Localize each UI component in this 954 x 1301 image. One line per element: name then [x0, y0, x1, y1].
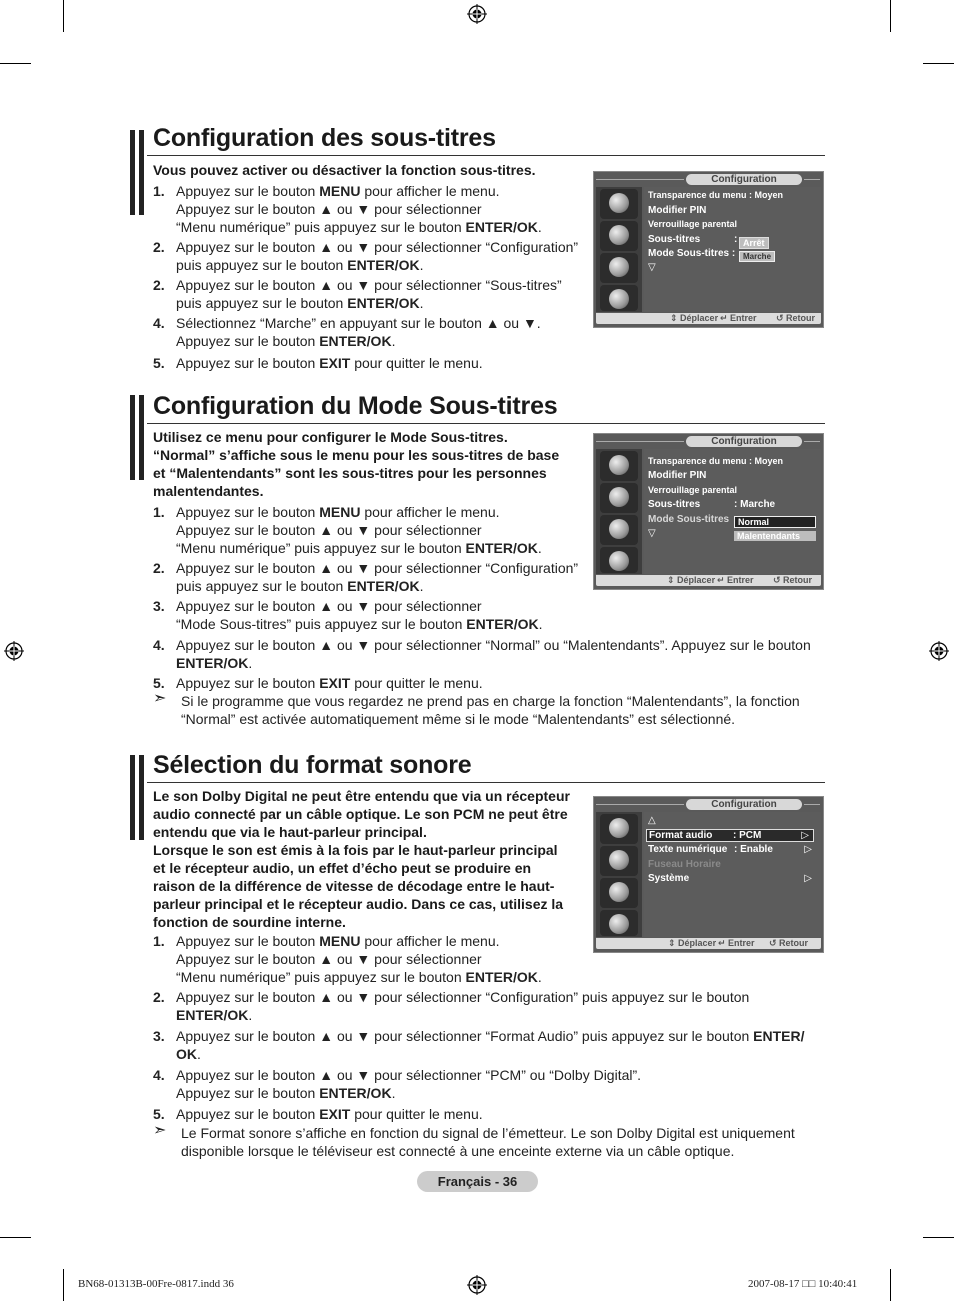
step-number: 5.: [153, 1106, 165, 1122]
osd-tab-title: Configuration: [686, 174, 802, 185]
crop-mark: [923, 1237, 954, 1238]
picture-menu-icon: [600, 451, 638, 481]
sound-menu-icon: [600, 846, 638, 876]
registration-mark-icon: [929, 641, 949, 661]
osd-configuration-subtitles: [593, 171, 824, 328]
osd-configuration-subtitle-mode: [593, 433, 824, 590]
section-rule: [147, 155, 825, 156]
step-number: 2.: [153, 560, 165, 576]
osd-row-digital-text[interactable]: Texte numérique : Enable ▷: [648, 844, 812, 855]
note-arrow-icon: ➣: [153, 690, 167, 707]
crop-mark: [63, 0, 64, 32]
step-text: Appuyez sur le bouton EXIT pour quitter le menu.: [176, 1106, 483, 1122]
chevron-right-icon: ▷: [804, 844, 812, 855]
chevron-right-icon: ▷: [804, 873, 812, 884]
osd-sidebar: [596, 812, 642, 937]
section-title: Configuration des sous-titres: [153, 124, 496, 152]
osd-back-hint: ↺ Retour: [776, 313, 816, 323]
step-number: 3.: [153, 598, 165, 614]
osd-footer: [596, 575, 821, 586]
section-rule: [147, 423, 825, 424]
setup-menu-icon: [600, 515, 638, 545]
osd-footer: [596, 938, 821, 949]
osd-menu-area: [644, 187, 821, 312]
osd-row-pin[interactable]: Modifier PIN: [648, 205, 707, 216]
step-number: 5.: [153, 675, 165, 691]
osd-enter-hint: ↵ Entrer: [718, 938, 755, 948]
step-text: Appuyez sur le bouton EXIT pour quitter le menu.: [176, 355, 483, 371]
osd-row-pin[interactable]: Modifier PIN: [648, 470, 707, 481]
osd-back-hint: ↺ Retour: [773, 575, 813, 585]
registration-mark-icon: [467, 1275, 487, 1295]
osd-option-off[interactable]: Arrêt: [739, 237, 769, 249]
crop-mark: [63, 1269, 64, 1301]
step-text: Appuyez sur le bouton MENU pour afficher le menu. Appuyez sur le bouton ▲ ou ▼ pour sélectionner “Menu numérique” puis appuyez sur le bouton ENTER/OK.: [176, 504, 542, 556]
slug-filename: BN68-01313B-00Fre-0817.indd 36: [78, 1278, 234, 1290]
chevron-right-icon: ▷: [801, 830, 809, 841]
section-marker-bar: [130, 755, 144, 840]
step-number: 2.: [153, 989, 165, 1005]
osd-option-on[interactable]: Marche: [739, 251, 775, 262]
osd-row-system[interactable]: Système ▷: [648, 873, 812, 884]
picture-menu-icon: [600, 814, 638, 844]
osd-row-parental[interactable]: Verrouillage parental: [648, 219, 738, 229]
step-text: Appuyez sur le bouton EXIT pour quitter le menu.: [176, 675, 483, 691]
step-text: Appuyez sur le bouton ▲ ou ▼ pour sélectionner “PCM” ou “Dolby Digital”. Appuyez sur le bouton ENTER/OK.: [176, 1067, 642, 1101]
input-menu-icon: [600, 910, 638, 936]
crop-mark: [890, 0, 891, 32]
step-number: 1.: [153, 504, 165, 520]
step-text: Appuyez sur le bouton ▲ ou ▼ pour sélectionner “Configuration” puis appuyez sur le bouton ENTER/OK.: [176, 239, 579, 273]
step-text: Appuyez sur le bouton ▲ ou ▼ pour sélectionner “Configuration” puis appuyez sur le bouton ENTER/OK.: [176, 989, 750, 1023]
slug-timestamp: 2007-08-17 □□ 10:40:41: [748, 1278, 858, 1290]
osd-row-audio-format[interactable]: Format audio : PCM ▷: [646, 829, 814, 842]
step-text: Appuyez sur le bouton ▲ ou ▼ pour sélectionner “Configuration” puis appuyez sur le bouton ENTER/OK.: [176, 560, 579, 594]
osd-option-normal[interactable]: Normal: [734, 516, 816, 528]
osd-move-hint: ⇕ Déplacer: [668, 938, 717, 948]
osd-row-transparency[interactable]: Transparence du menu : Moyen: [648, 456, 784, 466]
osd-configuration-audio-format: [593, 796, 824, 953]
osd-menu-area: [644, 812, 821, 937]
osd-menu-area: [644, 449, 821, 574]
step-number: 4.: [153, 1067, 165, 1083]
setup-menu-icon: [600, 878, 638, 908]
picture-menu-icon: [600, 189, 638, 219]
section-marker-bar: [130, 395, 144, 480]
step-text: Appuyez sur le bouton MENU pour afficher le menu. Appuyez sur le bouton ▲ ou ▼ pour sélectionner “Menu numérique” puis appuyez sur le bouton ENTER/OK.: [176, 933, 542, 985]
registration-mark-icon: [4, 641, 24, 661]
step-text: Sélectionnez “Marche” en appuyant sur le bouton ▲ ou ▼. Appuyez sur le bouton ENTER/OK.: [176, 315, 541, 349]
osd-row-subtitle-mode[interactable]: Mode Sous-titres: [648, 514, 730, 525]
step-text: Appuyez sur le bouton MENU pour afficher le menu. Appuyez sur le bouton ▲ ou ▼ pour sélectionner “Menu numérique” puis appuyez sur le bouton ENTER/OK.: [176, 183, 542, 235]
osd-back-hint: ↺ Retour: [769, 938, 809, 948]
crop-mark: [0, 1237, 31, 1238]
input-menu-icon: [600, 547, 638, 573]
setup-menu-icon: [600, 253, 638, 283]
osd-sidebar: [596, 187, 642, 312]
osd-scroll-down-icon: ▽: [648, 528, 656, 539]
step-number: 2.: [153, 277, 165, 293]
step-text: Appuyez sur le bouton ▲ ou ▼ pour sélectionner “Format Audio” puis appuyez sur le bouton ENTER/ OK.: [176, 1028, 805, 1062]
osd-row-time-zone: Fuseau Horaire: [648, 859, 721, 870]
section-rule: [147, 782, 825, 783]
crop-mark: [0, 63, 31, 64]
osd-tab-title: Configuration: [686, 799, 802, 810]
note-arrow-icon: ➣: [153, 1122, 167, 1139]
section-title: Configuration du Mode Sous-titres: [153, 392, 558, 420]
osd-row-subtitles[interactable]: Sous-titres :: [648, 234, 738, 245]
step-number: 4.: [153, 637, 165, 653]
osd-move-hint: ⇕ Déplacer: [667, 575, 716, 585]
step-text: Appuyez sur le bouton ▲ ou ▼ pour sélectionner “Sous-titres” puis appuyez sur le bouton ENTER/OK.: [176, 277, 562, 311]
osd-enter-hint: ↵ Entrer: [720, 313, 757, 323]
osd-tab-title: Configuration: [686, 436, 802, 447]
crop-mark: [923, 63, 954, 64]
step-number: 4.: [153, 315, 165, 331]
step-number: 3.: [153, 1028, 165, 1044]
sound-menu-icon: [600, 483, 638, 513]
input-menu-icon: [600, 285, 638, 311]
step-number: 2.: [153, 239, 165, 255]
section-title: Sélection du format sonore: [153, 751, 472, 779]
osd-row-transparency[interactable]: Transparence du menu : Moyen: [648, 190, 784, 200]
osd-move-hint: ⇕ Déplacer: [670, 313, 719, 323]
osd-row-parental[interactable]: Verrouillage parental: [648, 485, 738, 495]
crop-mark: [890, 1269, 891, 1301]
osd-scroll-up-icon: △: [648, 815, 656, 826]
section-intro: Utilisez ce menu pour configurer le Mode Sous-titres. “Normal” s’affiche sous le menu pour les sous-titres de base et “Malentendants” sont les sous-titres pour les personnes malentendantes.: [153, 429, 560, 499]
osd-option-hearing-impaired[interactable]: Malentendants: [734, 531, 816, 541]
step-text: Appuyez sur le bouton ▲ ou ▼ pour sélectionner “Mode Sous-titres” puis appuyez sur le bouton ENTER/OK.: [176, 598, 543, 632]
section-intro: Vous pouvez activer ou désactiver la fonction sous-titres.: [153, 162, 536, 178]
osd-row-subtitle-mode[interactable]: Mode Sous-titres :: [648, 248, 736, 259]
section-marker-bar: [130, 130, 144, 215]
step-number: 1.: [153, 183, 165, 199]
registration-mark-icon: [467, 4, 487, 24]
page-number-badge: Français - 36: [417, 1171, 538, 1192]
osd-sidebar: [596, 449, 642, 574]
step-text: Appuyez sur le bouton ▲ ou ▼ pour sélectionner “Normal” ou “Malentendants”. Appuyez sur le bouton ENTER/OK.: [176, 637, 811, 671]
section-intro: Le son Dolby Digital ne peut être entendu que via un récepteur audio connecté par un câble optique. Le son PCM ne peut être entendu que via le haut-parleur principal. Lorsque le son est émis à la fois par le haut-parleur principal et le récepteur audio, un effet d’écho peut se produire en raison de la différence de vitesse de décodage entre le haut- parleur principal et le récepteur audio. Dans ce cas, utilisez la fonction de sourdine interne.: [153, 788, 570, 930]
osd-scroll-down-icon: ▽: [648, 262, 656, 273]
osd-enter-hint: ↵ Entrer: [717, 575, 754, 585]
sound-menu-icon: [600, 221, 638, 251]
osd-row-subtitles[interactable]: Sous-titres : Marche: [648, 499, 776, 510]
step-number: 5.: [153, 355, 165, 371]
step-number: 1.: [153, 933, 165, 949]
osd-footer: [596, 313, 821, 324]
